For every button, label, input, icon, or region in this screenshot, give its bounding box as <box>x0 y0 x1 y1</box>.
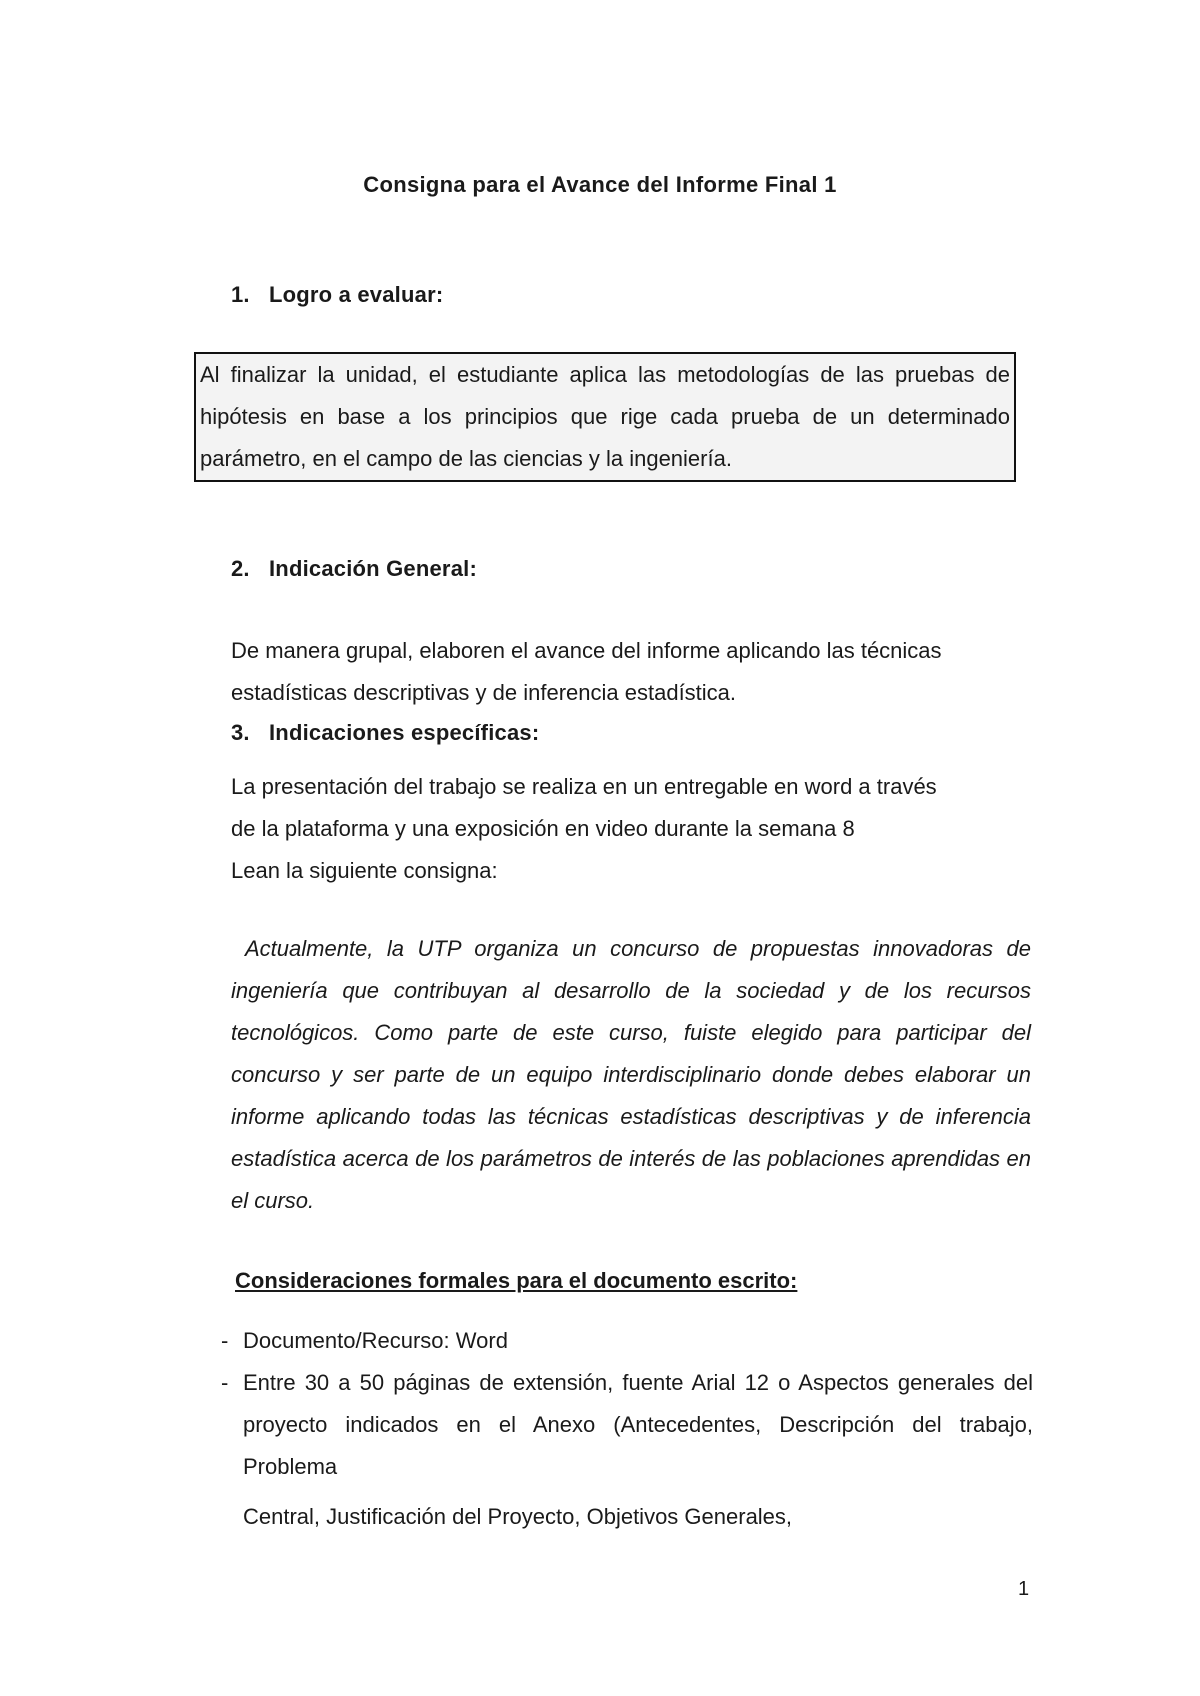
section-3-title: Indicaciones específicas: <box>269 720 540 745</box>
list-item-text: Documento/Recurso: Word <box>243 1328 508 1353</box>
consigna-paragraph: Actualmente, la UTP organiza un concurso de propuestas innovadoras de ingeniería que contribuyan al desarrollo de la sociedad y de los recursos tecnológicos. Como parte de este curso, fuiste elegido para participar del concurso y ser parte de un equipo interdisciplinario donde debes elaborar un informe aplicando todas las técnicas estadísticas descriptivas y de inferencia estadística acerca de los parámetros de interés de las poblaciones aprendidas en el curso. <box>231 936 1031 1213</box>
list-item-text: Entre 30 a 50 páginas de extensión, fuente Arial 12 o Aspectos generales del proyecto indicados en el Anexo (Antecedentes, Descripción del trabajo, Problema <box>243 1370 1033 1479</box>
consideraciones-list <box>221 1320 1033 1488</box>
indicaciones-especificas-paragraph <box>231 766 1031 892</box>
list-item <box>221 1362 1033 1488</box>
indicacion-general-paragraph <box>231 630 1031 714</box>
paragraph-line: La presentación del trabajo se realiza en un entregable en word a través <box>231 774 937 799</box>
section-1-title: Logro a evaluar: <box>269 282 444 307</box>
section-2-number: 2. <box>231 556 250 581</box>
paragraph-line: estadísticas descriptivas y de inferencia estadística. <box>231 680 737 705</box>
paragraph-line: De manera grupal, elaboren el avance del informe aplicando las técnicas <box>231 638 942 663</box>
consideraciones-heading: Consideraciones formales para el documento escrito: <box>235 1268 798 1293</box>
continuation-text: Central, Justificación del Proyecto, Objetivos Generales, <box>243 1504 793 1529</box>
paragraph-line: de la plataforma y una exposición en video durante la semana 8 <box>231 816 855 841</box>
list-dash: - <box>221 1328 229 1353</box>
logro-box: Al finalizar la unidad, el estudiante aplica las metodologías de las pruebas de hipótesis en base a los principios que rige cada prueba de un determinado parámetro, en el campo de las ciencias y la ingeniería. <box>194 352 1016 482</box>
section-3-heading <box>231 720 539 746</box>
list-item <box>221 1320 1033 1362</box>
list-dash: - <box>221 1370 229 1395</box>
paragraph-line: Lean la siguiente consigna: <box>231 858 498 883</box>
section-2-heading <box>231 556 477 582</box>
section-1-number: 1. <box>231 282 250 307</box>
page-number: 1 <box>1018 1578 1030 1600</box>
section-2-title: Indicación General: <box>269 556 477 581</box>
document-title: Consigna para el Avance del Informe Final 1 <box>363 172 837 197</box>
section-3-number: 3. <box>231 720 250 745</box>
section-1-heading <box>231 282 443 308</box>
